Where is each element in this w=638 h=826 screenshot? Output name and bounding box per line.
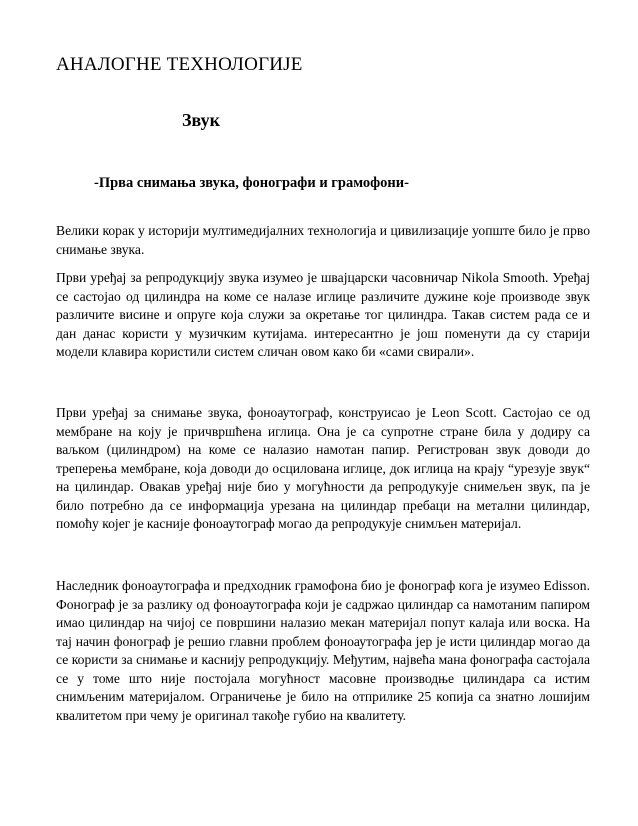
document-title: АНАЛОГНЕ ТЕХНОЛОГИЈЕ — [56, 54, 303, 75]
paragraph-intro: Велики корак у историји мултимедијалних технологија и цивилизације уопште било је прво снимање звука. — [56, 223, 590, 257]
paragraph-first-device: Први уређај за репродукцију звука изумео је швајцарски часовничар Nikola Smooth. Уређај се састојао од цилиндра на коме се налазе иглице различите дужине које производе звук различите висине и опруге која служи за окретање тог цилиндра. Такав систем рада се и дан данас користи у музичким кутијама. интересантно је још поменути да су старији модели клавира користили систем сличан овом како би «сами свирали». — [56, 270, 590, 359]
paragraph-phonograph: Наследник фоноаутографа и предходник грамофона био је фонограф кога је изумео Edisson. Фонограф је за разлику од фоноаутографа који је садржао цилиндар са намотаним папиром имао цилиндар на чијој се површини налазио мекан материјал попут калаја или воска. На тај начин фонограф је решио главни проблем фоноаутографа јер је исти цилиндар могао да се користи за снимање и каснију репродукцију. Међутим, највећа мана фонографа састојала се у томе што није постојала могућност масовне производње цилиндара са истим снимљеним материјалом. Ограничење је било на отприлике 25 копија са знатно лошијим квалитетом при чему је оригинал такође губио на квалитету. — [56, 578, 590, 723]
paragraph-phonautograph: Први уређај за снимање звука, фоноаутограф, конструисао је Leon Scott. Састојао се од мембране на коју је причвршћена иглица. Она је са супротне стране била у додиру са ваљком (цилиндром) на коме се налазио намотан папир. Регистрован звук доводи до треперења мембране, која доводи до осцилована иглице, док иглица на крају “урезује звук“ на цилиндар. Овакав уређај није био у могућности да репродукује снимељен звук, па је било потребно да се информација урезана на цилиндар пребаци на метални цилиндар, помоћу којег је касније фоноаутограф могао да репродукује снимљен материјал. — [56, 405, 590, 531]
section-subtitle: -Прва снимања звука, фонографи и грамофони- — [94, 175, 409, 191]
section-title: Звук — [182, 110, 220, 130]
